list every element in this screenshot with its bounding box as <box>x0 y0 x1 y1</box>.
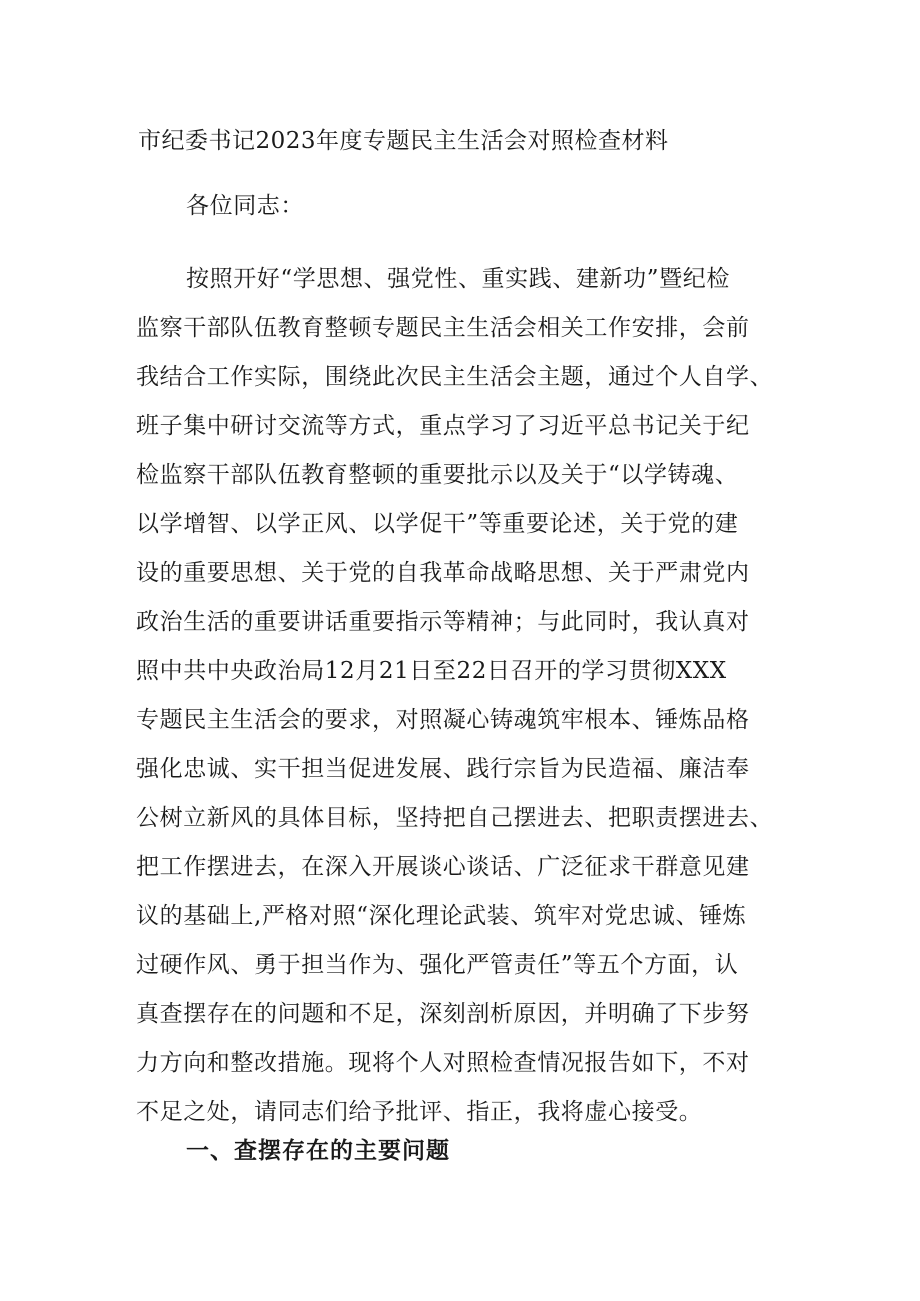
body-line: 监察干部队伍教育整顿专题民主生活会相关工作安排，会前 <box>136 315 750 341</box>
body-line: 检监察干部队伍教育整顿的重要批示以及关于“以学铸魂、 <box>136 462 739 488</box>
body-line: 力方向和整改措施。现将个人对照检查情况报告如下，不对 <box>136 1050 750 1076</box>
body-line: 政治生活的重要讲话重要指示等精神；与此同时，我认真对 <box>136 609 750 635</box>
section-heading: 一、查摆存在的主要问题 <box>186 1138 450 1164</box>
body-line: 班子集中研讨交流等方式，重点学习了习近平总书记关于纪 <box>136 413 750 439</box>
body-line: 强化忠诚、实干担当促进发展、践行宗旨为民造福、廉洁奉 <box>136 756 750 782</box>
body-line: 真查摆存在的问题和不足，深刻剖析原因，并明确了下步努 <box>136 1001 750 1027</box>
body-line: 公树立新风的具体目标，坚持把自己摆进去、把职责摆进去、 <box>136 805 774 831</box>
body-line: 不足之处，请同志们给予批评、指正，我将虚心接受。 <box>136 1099 703 1125</box>
body-line: 我结合工作实际，围绕此次民主生活会主题，通过个人自学、 <box>136 364 774 390</box>
body-line: 按照开好“学思想、强党性、重实践、建新功”暨纪检 <box>186 266 730 292</box>
body-line: 把工作摆进去，在深入开展谈心谈话、广泛征求干群意见建 <box>136 854 750 880</box>
body-line: 专题民主生活会的要求，对照凝心铸魂筑牢根本、锤炼品格 <box>136 707 750 733</box>
body-line: 设的重要思想、关于党的自我革命战略思想、关于严肃党内 <box>136 560 750 586</box>
body-line: 议的基础上,严格对照“深化理论武装、筑牢对党忠诚、锤炼 <box>136 903 747 929</box>
body-line: 照中共中央政治局12月21日至22日召开的学习贯彻XXX <box>136 658 727 684</box>
body-line: 过硬作风、勇于担当作为、强化严管责任”等五个方面，认 <box>136 952 739 978</box>
salutation: 各位同志： <box>186 193 304 219</box>
document-title: 市纪委书记2023年度专题民主生活会对照检查材料 <box>138 128 669 154</box>
body-line: 以学增智、以学正风、以学促干”等重要论述，关于党的建 <box>136 511 739 537</box>
